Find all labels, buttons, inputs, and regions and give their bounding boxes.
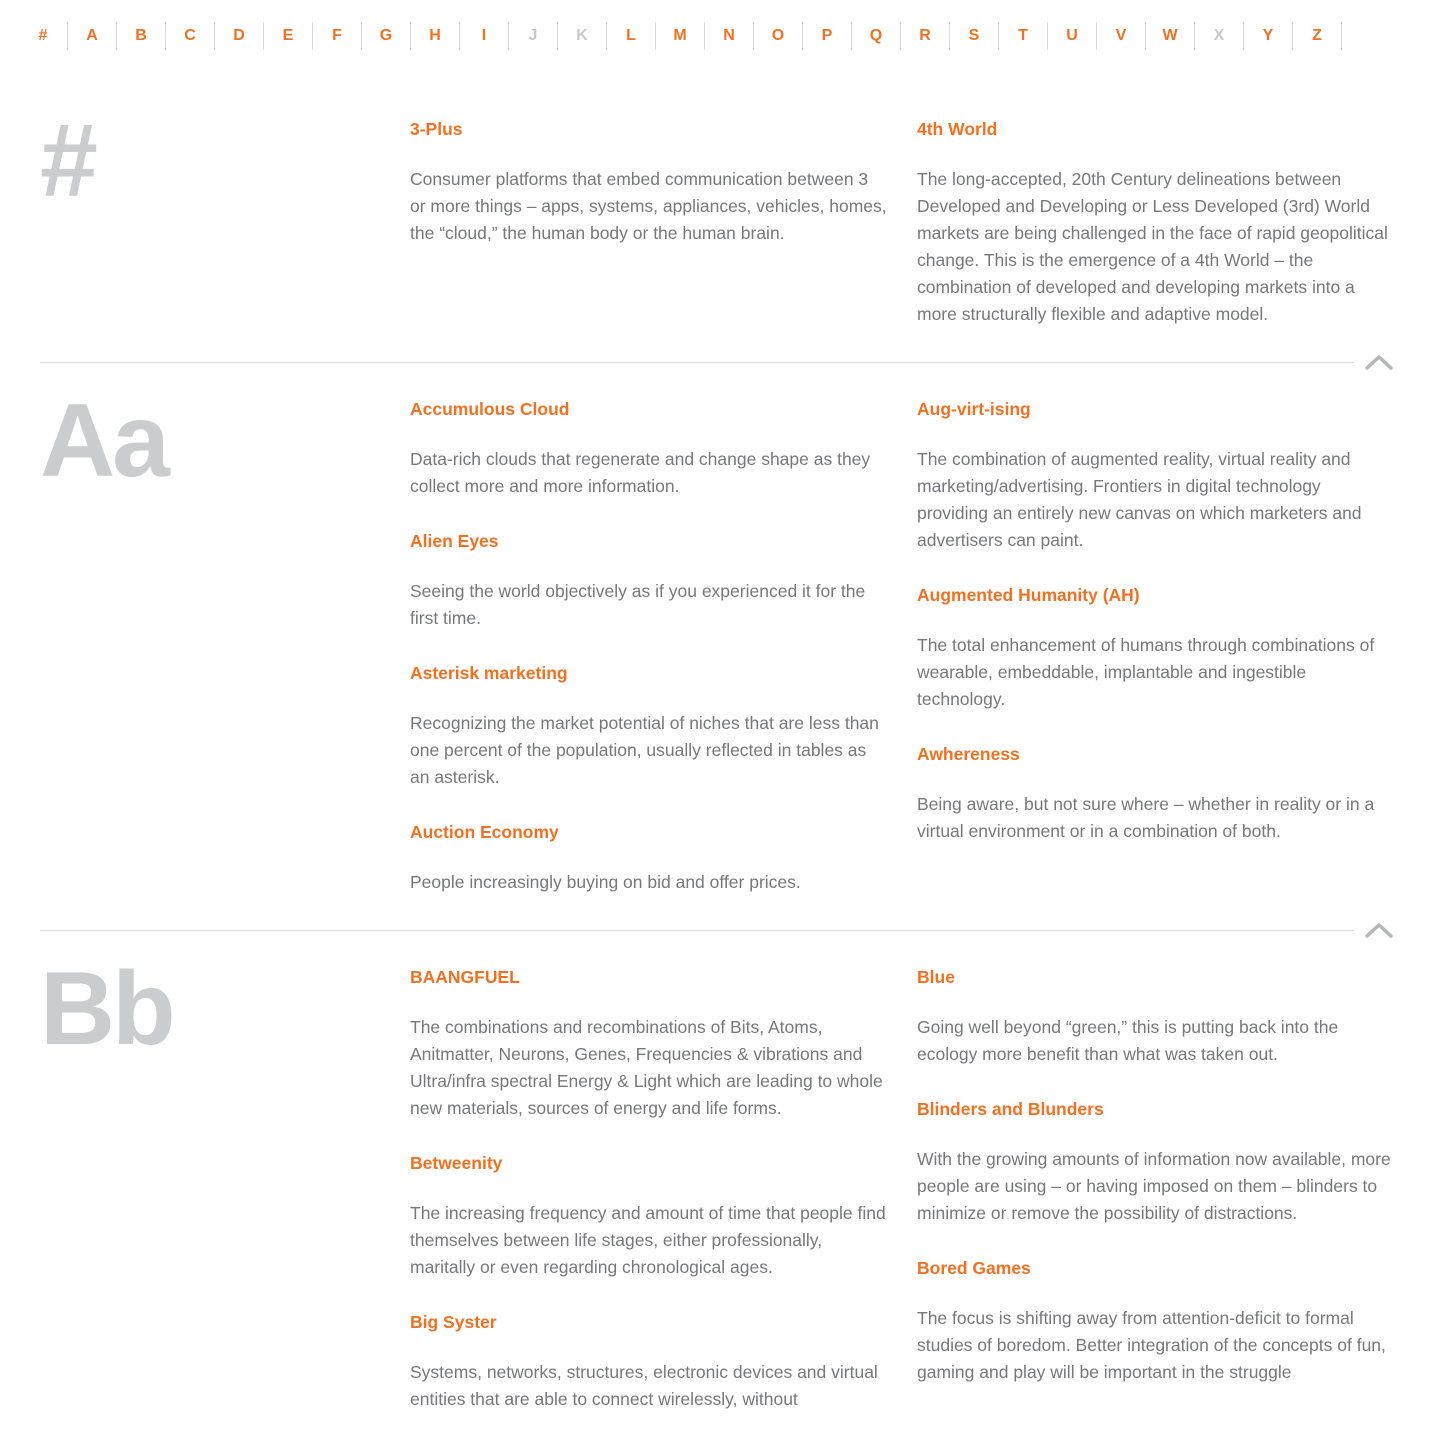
nav-letter-w[interactable]: W	[1146, 22, 1195, 50]
chevron-up-icon	[1364, 922, 1394, 938]
glossary-entry-alien-eyes	[410, 530, 887, 632]
nav-letter-c[interactable]: C	[166, 22, 215, 50]
glossary-entry-awhereness	[917, 743, 1394, 845]
chevron-up-icon	[1364, 354, 1394, 370]
nav-letter-s[interactable]: S	[950, 22, 999, 50]
nav-letter-r[interactable]: R	[901, 22, 950, 50]
entry-definition: Being aware, but not sure where – whether in reality or in a virtual environment or in a combination of both.	[917, 794, 1375, 841]
nav-letter-t[interactable]: T	[999, 22, 1048, 50]
nav-letter-l[interactable]: L	[607, 22, 656, 50]
entry-title-augmented-humanity-ah[interactable]: Augmented Humanity (AH)	[917, 585, 1140, 605]
section-divider	[40, 922, 1394, 938]
section-b	[40, 951, 1394, 1413]
nav-letter-h[interactable]: H	[411, 22, 460, 50]
entries-column-right	[917, 398, 1394, 845]
entry-definition: Consumer platforms that embed communication between 3 or more things – apps, systems, appliances, vehicles, homes, the “cloud,” the human body or the human brain.	[410, 169, 887, 243]
glossary-entry-blue	[917, 966, 1394, 1068]
entry-definition: The focus is shifting away from attention-deficit to formal studies of boredom. Better integration of the concepts of fun, gaming and play will be important in the struggle	[917, 1308, 1386, 1382]
glossary-entry-betweenity	[410, 1152, 887, 1281]
glossary-entry-asterisk-marketing	[410, 662, 887, 791]
entry-title-baangfuel[interactable]: BAANGFUEL	[410, 967, 520, 987]
entry-definition: Seeing the world objectively as if you experienced it for the first time.	[410, 581, 866, 628]
nav-letter-e[interactable]: E	[264, 22, 313, 50]
nav-letter-o[interactable]: O	[754, 22, 803, 50]
glossary-entry-3-plus	[410, 118, 887, 247]
section-letter-a: Aa	[40, 383, 167, 499]
glossary-entry-blinders-and-blunders	[917, 1098, 1394, 1227]
glossary-entry-4th-world	[917, 118, 1394, 328]
glossary-entry-accumulous-cloud	[410, 398, 887, 500]
divider-line	[40, 362, 1354, 363]
nav-letter-d[interactable]: D	[215, 22, 264, 50]
entry-definition: The combinations and recombinations of Bits, Atoms, Anitmatter, Neurons, Genes, Frequencies & vibrations and Ultra/infra spectral Energy & Light which are leading to whole new materials, sources of energy and life forms.	[410, 1017, 883, 1118]
scroll-to-top-button[interactable]	[1364, 922, 1394, 938]
nav-letter-q[interactable]: Q	[852, 22, 901, 50]
nav-letter-y[interactable]: Y	[1244, 22, 1293, 50]
entry-definition: The combination of augmented reality, virtual reality and marketing/advertising. Frontiers in digital technology providing an entirely new canvas on which marketers and advertisers can paint.	[917, 449, 1362, 550]
section-letter-b: Bb	[40, 951, 173, 1067]
entry-definition: The long-accepted, 20th Century delineations between Developed and Developing or Less Developed (3rd) World markets are being challenged in the face of rapid geopolitical change. This is the emergence of a 4th World – the combination of developed and developing markets into a more structurally flexible and adaptive model.	[917, 169, 1388, 324]
nav-letter-p[interactable]: P	[803, 22, 852, 50]
entry-title-alien-eyes[interactable]: Alien Eyes	[410, 531, 499, 551]
entry-title-awhereness[interactable]: Awhereness	[917, 744, 1020, 764]
alphabet-nav	[19, 22, 1349, 50]
entries-column-right	[917, 118, 1394, 328]
entry-definition: Going well beyond “green,” this is putting back into the ecology more benefit than what was taken out.	[917, 1017, 1339, 1064]
entry-title-asterisk-marketing[interactable]: Asterisk marketing	[410, 663, 568, 683]
glossary-entry-auction-economy	[410, 821, 887, 896]
section-divider	[40, 354, 1394, 370]
glossary-entry-aug-virt-ising	[917, 398, 1394, 554]
nav-letter-g[interactable]: G	[362, 22, 411, 50]
entry-definition: Recognizing the market potential of niches that are less than one percent of the population, usually reflected in tables as an asterisk.	[410, 713, 879, 787]
entry-definition: People increasingly buying on bid and offer prices.	[410, 872, 801, 892]
section-letter-hash: #	[40, 103, 95, 219]
scroll-to-top-button[interactable]	[1364, 354, 1394, 370]
nav-letter-b[interactable]: B	[117, 22, 166, 50]
entry-title-auction-economy[interactable]: Auction Economy	[410, 822, 559, 842]
entry-definition: Data-rich clouds that regenerate and change shape as they collect more and more information.	[410, 449, 871, 496]
nav-letter-hash[interactable]: #	[19, 22, 68, 50]
entry-definition: The total enhancement of humans through combinations of wearable, embeddable, implantable and ingestible technology.	[917, 635, 1375, 709]
entry-definition: With the growing amounts of information now available, more people are using – or having imposed on them – blinders to minimize or remove the possibility of distractions.	[917, 1149, 1391, 1223]
nav-letter-z[interactable]: Z	[1293, 22, 1342, 50]
entry-title-blue[interactable]: Blue	[917, 967, 955, 987]
nav-letter-x: X	[1195, 22, 1244, 50]
nav-letter-k: K	[558, 22, 607, 50]
entries-column-right	[917, 966, 1394, 1386]
entry-title-3-plus[interactable]: 3-Plus	[410, 119, 463, 139]
entry-title-bored-games[interactable]: Bored Games	[917, 1258, 1031, 1278]
section-hash	[40, 103, 1394, 328]
glossary-entry-big-syster	[410, 1311, 887, 1413]
entry-title-4th-world[interactable]: 4th World	[917, 119, 998, 139]
nav-letter-v[interactable]: V	[1097, 22, 1146, 50]
entry-title-blinders-and-blunders[interactable]: Blinders and Blunders	[917, 1099, 1104, 1119]
nav-letter-n[interactable]: N	[705, 22, 754, 50]
glossary-entry-bored-games	[917, 1257, 1394, 1386]
glossary-content	[40, 103, 1394, 1413]
nav-letter-m[interactable]: M	[656, 22, 705, 50]
entries-column-left	[410, 966, 887, 1413]
entry-title-big-syster[interactable]: Big Syster	[410, 1312, 497, 1332]
nav-letter-j: J	[509, 22, 558, 50]
glossary-entry-augmented-humanity-ah	[917, 584, 1394, 713]
divider-line	[40, 930, 1354, 931]
nav-letter-i[interactable]: I	[460, 22, 509, 50]
nav-letter-u[interactable]: U	[1048, 22, 1097, 50]
entry-title-accumulous-cloud[interactable]: Accumulous Cloud	[410, 399, 570, 419]
entry-definition: The increasing frequency and amount of time that people find themselves between life stages, either professionally, maritally or even regarding chronological ages.	[410, 1203, 886, 1277]
entry-title-betweenity[interactable]: Betweenity	[410, 1153, 503, 1173]
section-a	[40, 383, 1394, 896]
nav-letter-f[interactable]: F	[313, 22, 362, 50]
entries-column-left	[410, 118, 887, 247]
glossary-entry-baangfuel	[410, 966, 887, 1122]
entries-column-left	[410, 398, 887, 896]
nav-letter-a[interactable]: A	[68, 22, 117, 50]
entry-title-aug-virt-ising[interactable]: Aug-virt-ising	[917, 399, 1031, 419]
entry-definition: Systems, networks, structures, electronic devices and virtual entities that are able to connect wirelessly, without	[410, 1362, 878, 1409]
